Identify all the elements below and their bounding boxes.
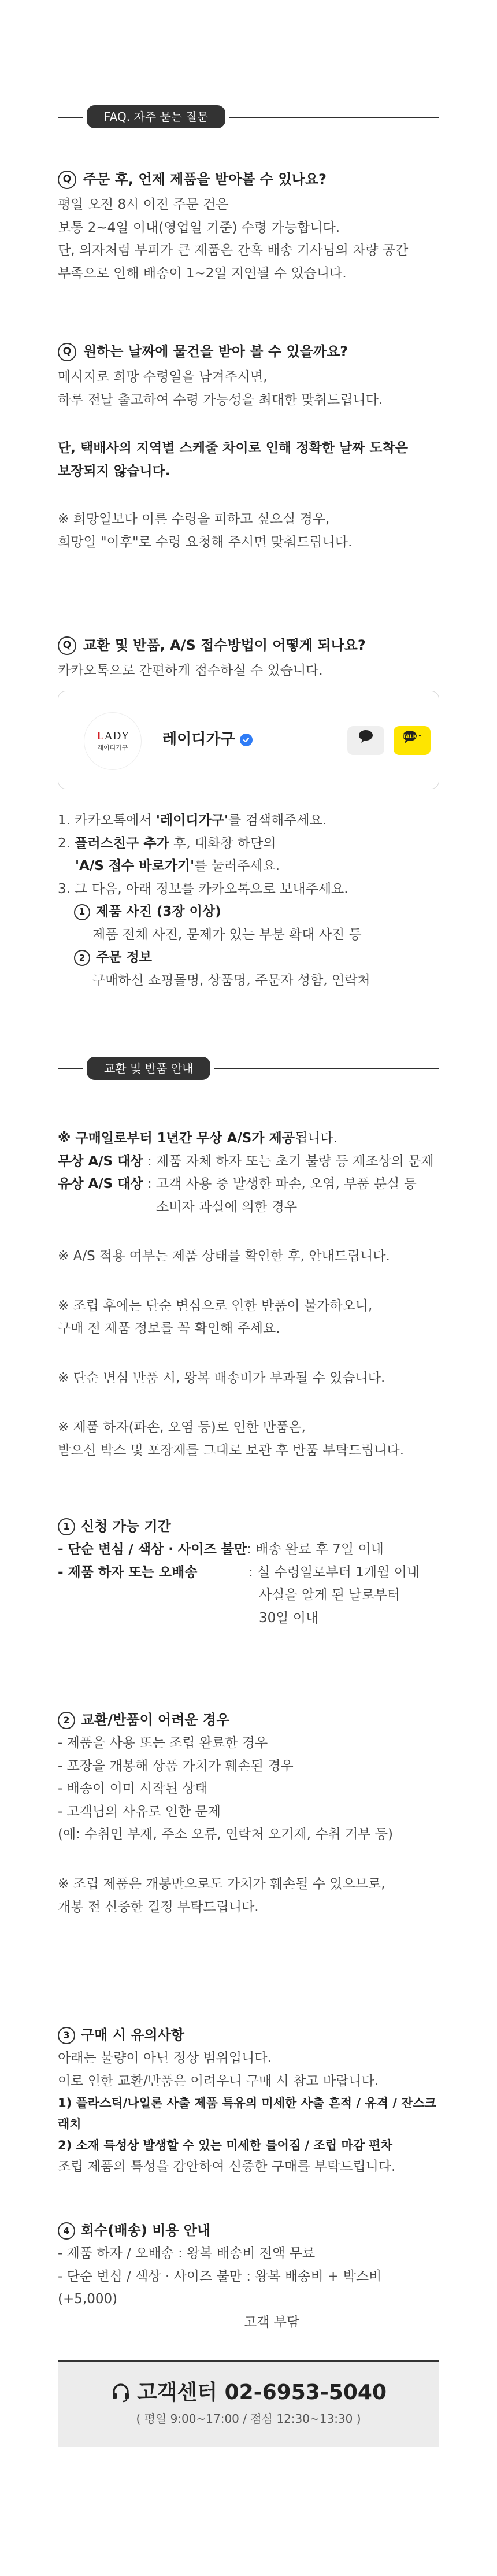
cost-title-text: 회수(배송) 비용 안내 <box>81 2222 211 2238</box>
period-row-2-val-line: 사실을 알게 된 날로부터 <box>259 1587 400 1603</box>
period-row-2-val <box>248 1561 420 1630</box>
exchange-header-pill: 교환 및 반품 안내 <box>83 1053 214 1083</box>
chat-bubble-icon <box>357 729 374 752</box>
faq-q1-title-text: 주문 후, 언제 제품을 받아볼 수 있나요? <box>83 171 327 187</box>
brand-name-text: 레이디가구 <box>162 731 235 748</box>
assembly-note: 구매 전 제품 정보를 꼭 확인해 주세요. <box>58 1321 280 1337</box>
period-row-2-val-line: 30일 이내 <box>259 1610 319 1626</box>
step-2-post: 후, 대화창 하단의 <box>169 835 276 851</box>
faq-section <box>0 99 497 134</box>
faq-q2 <box>0 340 497 554</box>
step-1-pre: 1. 카카오톡에서 <box>58 813 156 828</box>
q-badge-icon: Q <box>58 343 76 361</box>
step-2 <box>58 832 439 856</box>
faq-q1-line: 보통 2~4일 이내(영업일 기준) 수령 가능합니다. <box>58 220 340 235</box>
q-badge-icon: Q <box>58 636 76 655</box>
warranty-title <box>58 1127 439 1150</box>
q-badge-icon: Q <box>58 171 76 189</box>
step-1-bold: '레이디가구' <box>155 813 229 828</box>
paid-as-row-cont: 소비자 과실에 의한 경우 <box>156 1199 298 1215</box>
brand-name <box>162 728 253 751</box>
customer-center-box <box>58 2360 439 2447</box>
period-title <box>58 1515 439 1538</box>
faq-q2-line: 메시지로 희망 수령일을 남겨주시면, <box>58 369 268 385</box>
cost-line: - 제품 하자 / 오배송 : 왕복 배송비 전액 무료 <box>58 2246 316 2262</box>
period-row-2-val-line: : 실 수령일로부터 1개월 이내 <box>248 1564 420 1580</box>
difficult-note: 개봉 전 신중한 결정 부탁드립니다. <box>58 1899 259 1915</box>
number-circle-icon: 3 <box>58 2027 75 2044</box>
faq-q2-note: ※ 희망일보다 이른 수령을 피하고 싶으실 경우, <box>58 512 330 527</box>
step-2-sub-post: 를 눌러주세요. <box>194 858 280 874</box>
period-block <box>0 1515 497 1630</box>
step-2-pre: 2. <box>58 835 75 851</box>
step-sub-1-title <box>58 901 439 924</box>
step-sub-1-title-text: 제품 사진 (3장 이상) <box>96 904 221 920</box>
free-as-val: : 제품 자체 하자 또는 초기 불량 등 제조상의 문제 <box>143 1153 434 1169</box>
paid-as-key: 유상 A/S 대상 <box>58 1176 143 1192</box>
paid-as-row <box>58 1173 439 1196</box>
exchange-section <box>0 1051 497 1086</box>
defect-note: 받으신 박스 및 포장재를 그대로 보관 후 반품 부탁드립니다. <box>58 1442 405 1458</box>
caution-line: 이로 인한 교환/반품은 어려우니 구매 시 참고 바랍니다. <box>58 2073 379 2089</box>
step-sub-2-title <box>58 946 439 969</box>
step-2-bold: 플러스친구 추가 <box>75 835 169 851</box>
period-row-1 <box>58 1538 439 1561</box>
faq-q2-title-text: 원하는 날짜에 물건을 받아 볼 수 있을까요? <box>83 343 348 360</box>
cost-block <box>0 2219 497 2334</box>
kakao-card-wrap <box>0 691 497 789</box>
logo-l-mark: L <box>96 730 105 742</box>
free-as-row <box>58 1150 439 1174</box>
faq-q1-line: 부족으로 인해 배송이 1~2일 지연될 수 있습니다. <box>58 265 347 281</box>
step-3: 3. 그 다음, 아래 정보를 카카오톡으로 보내주세요. <box>58 881 348 897</box>
paid-as-val: : 고객 사용 중 발생한 파손, 오염, 부품 분실 등 <box>143 1176 417 1192</box>
caution-bold-line: 2) 소재 특성상 발생할 수 있는 미세한 틀어짐 / 조립 마감 편차 <box>58 2138 392 2152</box>
faq-q2-line: 하루 전날 출고하여 수령 가능성을 최대한 맞춰드립니다. <box>58 392 383 408</box>
difficult-title <box>58 1708 439 1732</box>
logo-word-rest: ADY <box>105 730 129 742</box>
caution-bold-line: 1) 플라스틱/나일론 사출 제품 특유의 미세한 사출 흔적 / 유격 / 잔스크래치 <box>58 2096 437 2131</box>
step-sub-2-desc: 구매하신 쇼핑몰명, 상품명, 주문자 성함, 연락처 <box>92 972 370 988</box>
faq-q2-title <box>58 340 439 364</box>
caution-title <box>58 2023 439 2047</box>
step-2-sub <box>58 855 439 878</box>
chat-button[interactable] <box>347 726 384 755</box>
difficult-line: - 제품을 사용 또는 조립 완료한 경우 <box>58 1735 268 1751</box>
difficult-line: - 고객님의 사유로 인한 문제 <box>58 1804 221 1819</box>
customer-center-hours: ( 평일 9:00~17:00 / 점심 12:30~13:30 ) <box>136 2411 361 2426</box>
difficult-line: - 포장을 개봉해 상품 가치가 훼손된 경우 <box>58 1758 294 1774</box>
talk-channel-icon <box>401 729 423 752</box>
warranty-title-post: 됩니다. <box>295 1131 337 1146</box>
defect-note: ※ 제품 하자(파손, 오염 등)로 인한 반품은, <box>58 1420 306 1435</box>
faq-q3-line: 카카오톡으로 간편하게 접수하실 수 있습니다. <box>58 663 323 679</box>
faq-header <box>0 99 497 134</box>
number-circle-icon: 2 <box>58 1712 75 1729</box>
difficult-line: (예: 수취인 부재, 주소 오류, 연락처 오기재, 수취 거부 등) <box>58 1827 394 1842</box>
channel-add-button[interactable] <box>394 726 431 755</box>
difficult-block <box>0 1708 497 1919</box>
kakao-steps <box>0 809 497 992</box>
faq-q3 <box>0 634 497 683</box>
caution-line: 아래는 불량이 아닌 정상 범위입니다. <box>58 2051 272 2066</box>
customer-center-line[interactable] <box>110 2379 387 2407</box>
faq-q3-title-text: 교환 및 반품, A/S 접수방법이 어떻게 되나요? <box>83 637 366 653</box>
step-sub-1-desc: 제품 전체 사진, 문제가 있는 부분 확대 사진 등 <box>92 927 362 942</box>
assembly-note: ※ 조립 후에는 단순 변심으로 인한 반품이 불가하오니, <box>58 1298 373 1313</box>
warranty-block <box>0 1127 497 1462</box>
customer-center-label: 고객센터 02-6953-5040 <box>136 2380 387 2404</box>
caution-title-text: 구매 시 유의사항 <box>81 2027 184 2043</box>
cost-line-cont: 고객 부담 <box>244 2314 300 2330</box>
difficult-note: ※ 조립 제품은 개봉만으로도 가치가 훼손될 수 있으므로, <box>58 1877 385 1892</box>
faq-q2-bold: 단, 택배사의 지역별 스케줄 차이로 인해 정확한 날짜 도착은 <box>58 441 409 456</box>
brand-logo-mark <box>97 731 129 742</box>
cost-line: - 단순 변심 / 색상 · 사이즈 불만 : 왕복 배송비 + 박스비(+5,000) <box>58 2268 382 2307</box>
as-note: ※ A/S 적용 여부는 제품 상태를 확인한 후, 안내드립니다. <box>58 1249 390 1264</box>
period-title-text: 신청 가능 기간 <box>81 1518 171 1534</box>
step-1-post: 를 검색해주세요. <box>228 813 327 828</box>
faq-header-pill: FAQ. 자주 묻는 질문 <box>83 102 229 132</box>
free-as-key: 무상 A/S 대상 <box>58 1153 143 1169</box>
difficult-title-text: 교환/반품이 어려운 경우 <box>81 1712 230 1728</box>
step-sub-2-title-text: 주문 정보 <box>96 950 152 965</box>
faq-q2-note: 희망일 "이후"로 수령 요청해 주시면 맞춰드립니다. <box>58 535 353 550</box>
caution-block <box>0 2023 497 2178</box>
period-row-1-val: : 배송 완료 후 7일 이내 <box>247 1542 384 1557</box>
step-1 <box>58 809 439 832</box>
exchange-header <box>0 1051 497 1086</box>
kakao-channel-card[interactable] <box>58 691 439 789</box>
number-circle-icon: 1 <box>74 904 90 920</box>
headset-icon <box>110 2382 131 2403</box>
cost-title <box>58 2219 439 2242</box>
faq-q1-line: 평일 오전 8시 이전 주문 건은 <box>58 197 229 213</box>
period-row-2-key: - 제품 하자 또는 오배송 <box>58 1564 198 1580</box>
brand-logo-sub: 레이디가구 <box>97 744 128 752</box>
verified-check-icon <box>240 734 253 746</box>
faq-q2-bold: 보장되지 않습니다. <box>58 463 170 479</box>
svg-text:TALK: TALK <box>402 734 417 741</box>
brand-logo <box>84 712 142 770</box>
faq-q1-title <box>58 168 439 191</box>
shipping-note: ※ 단순 변심 반품 시, 왕복 배송비가 부과될 수 있습니다. <box>58 1370 385 1386</box>
step-2-sub-bold: 'A/S 접수 바로가기' <box>75 858 195 874</box>
number-circle-icon: 4 <box>58 2222 75 2240</box>
period-row-2 <box>58 1561 439 1630</box>
difficult-line: - 배송이 이미 시작된 상태 <box>58 1781 208 1797</box>
faq-q1 <box>0 168 497 285</box>
period-row-1-key: - 단순 변심 / 색상 · 사이즈 불만 <box>58 1542 247 1557</box>
caution-last: 조립 제품의 특성을 감안하여 신중한 구매를 부탁드립니다. <box>58 2159 396 2174</box>
faq-q3-title <box>58 634 439 657</box>
faq-q1-line: 단, 의자처럼 부피가 큰 제품은 간혹 배송 기사님의 차량 공간 <box>58 243 409 258</box>
number-circle-icon: 1 <box>58 1518 75 1535</box>
warranty-title-pre: ※ 구매일로부터 1년간 무상 A/S가 제공 <box>58 1131 295 1146</box>
number-circle-icon: 2 <box>74 950 90 966</box>
